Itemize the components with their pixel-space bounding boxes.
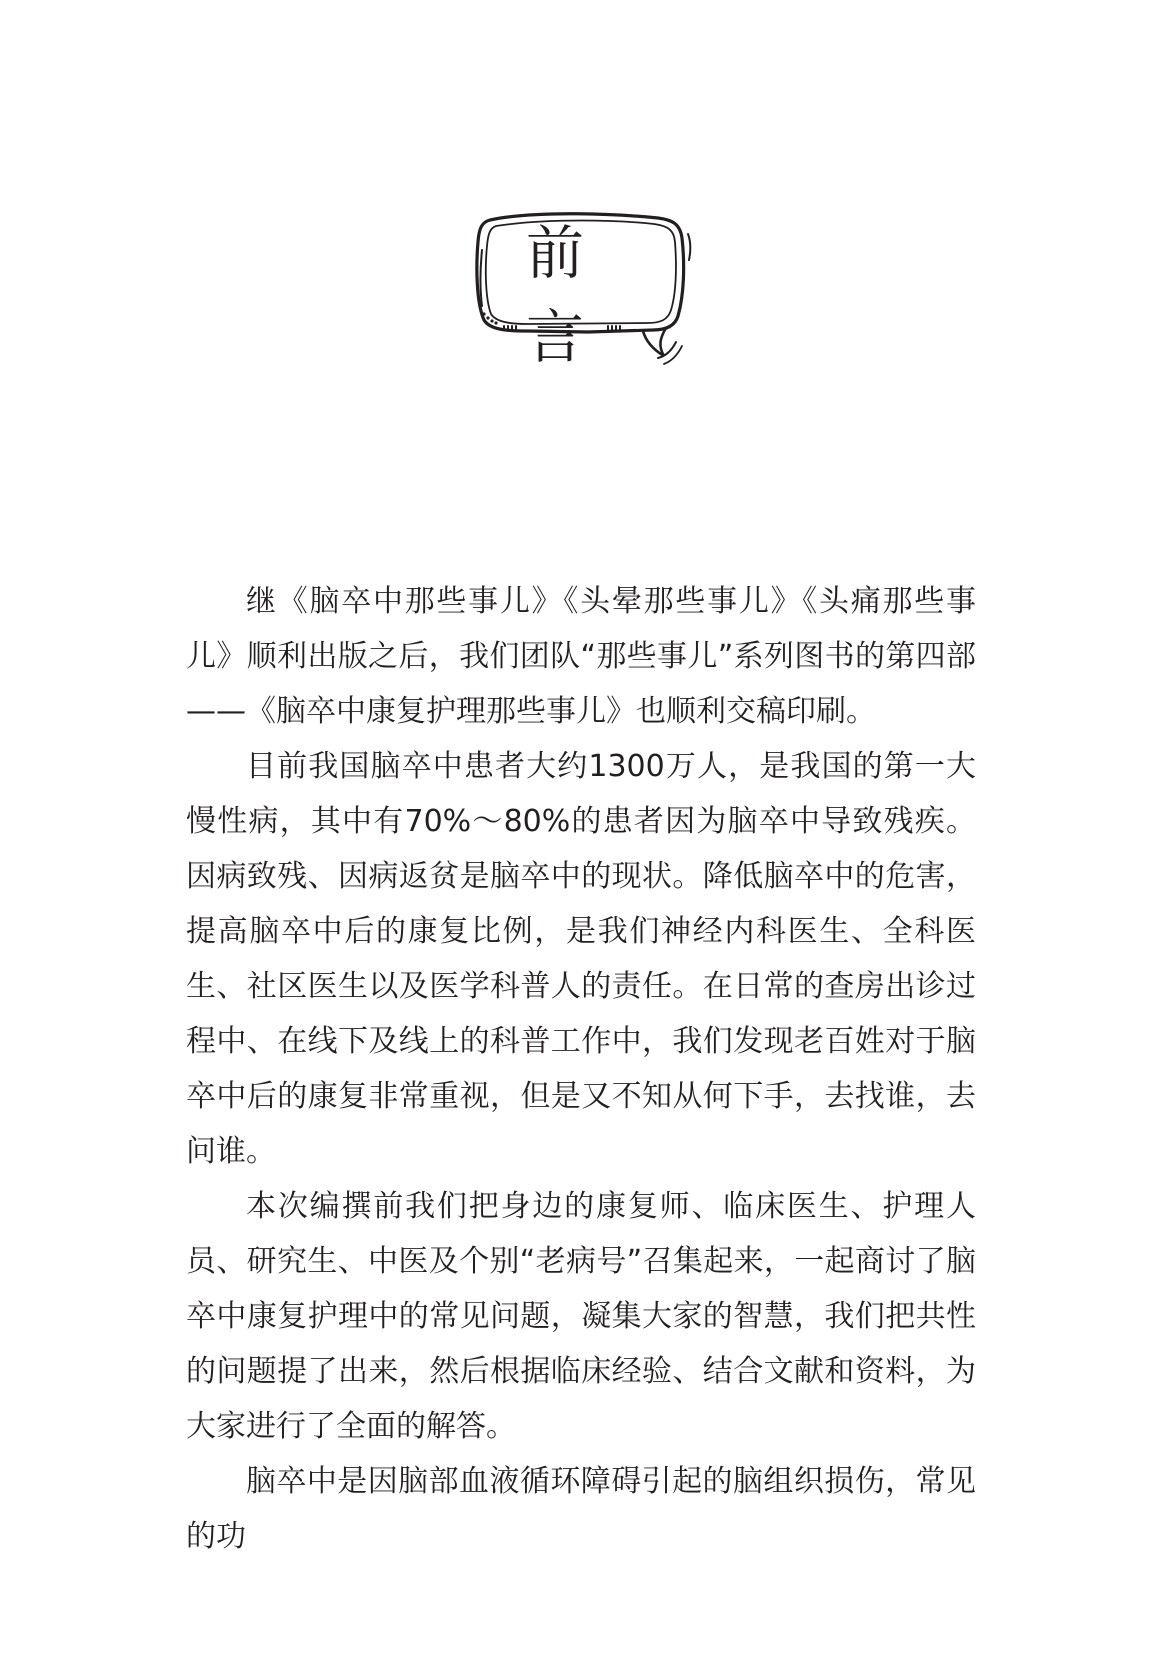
paragraph-1: 继《脑卒中那些事儿》《头晕那些事儿》《头痛那些事儿》顺利出版之后，我们团队“那些事儿”系列图书的第四部——《脑卒中康复护理那些事儿》也顺利交稿印刷。	[186, 584, 976, 729]
paragraph-2: 目前我国脑卒中患者大约1300万人，是我国的第一大慢性病，其中有70%～80%的患者因为脑卒中导致残疾。因病致残、因病返贫是脑卒中的现状。降低脑卒中的危害，提高脑卒中后的康复比例，是我们神经内科医生、全科医生、社区医生以及医学科普人的责任。在日常的查房出诊过程中、在线下及线上的科普工作中，我们发现老百姓对于脑卒中后的康复非常重视，但是又不知从何下手，去找谁，去问谁。	[186, 749, 976, 1169]
page-title: 前言	[526, 219, 619, 371]
body-text	[186, 574, 976, 1564]
title-badge	[468, 210, 698, 380]
paragraph-3: 本次编撰前我们把身边的康复师、临床医生、护理人员、研究生、中医及个别“老病号”召集起来，一起商讨了脑卒中康复护理中的常见问题，凝集大家的智慧，我们把共性的问题提了出来，然后根据临床经验、结合文献和资料，为大家进行了全面的解答。	[186, 1189, 976, 1444]
paragraph-4: 脑卒中是因脑部血液循环障碍引起的脑组织损伤，常见的功	[186, 1464, 976, 1554]
